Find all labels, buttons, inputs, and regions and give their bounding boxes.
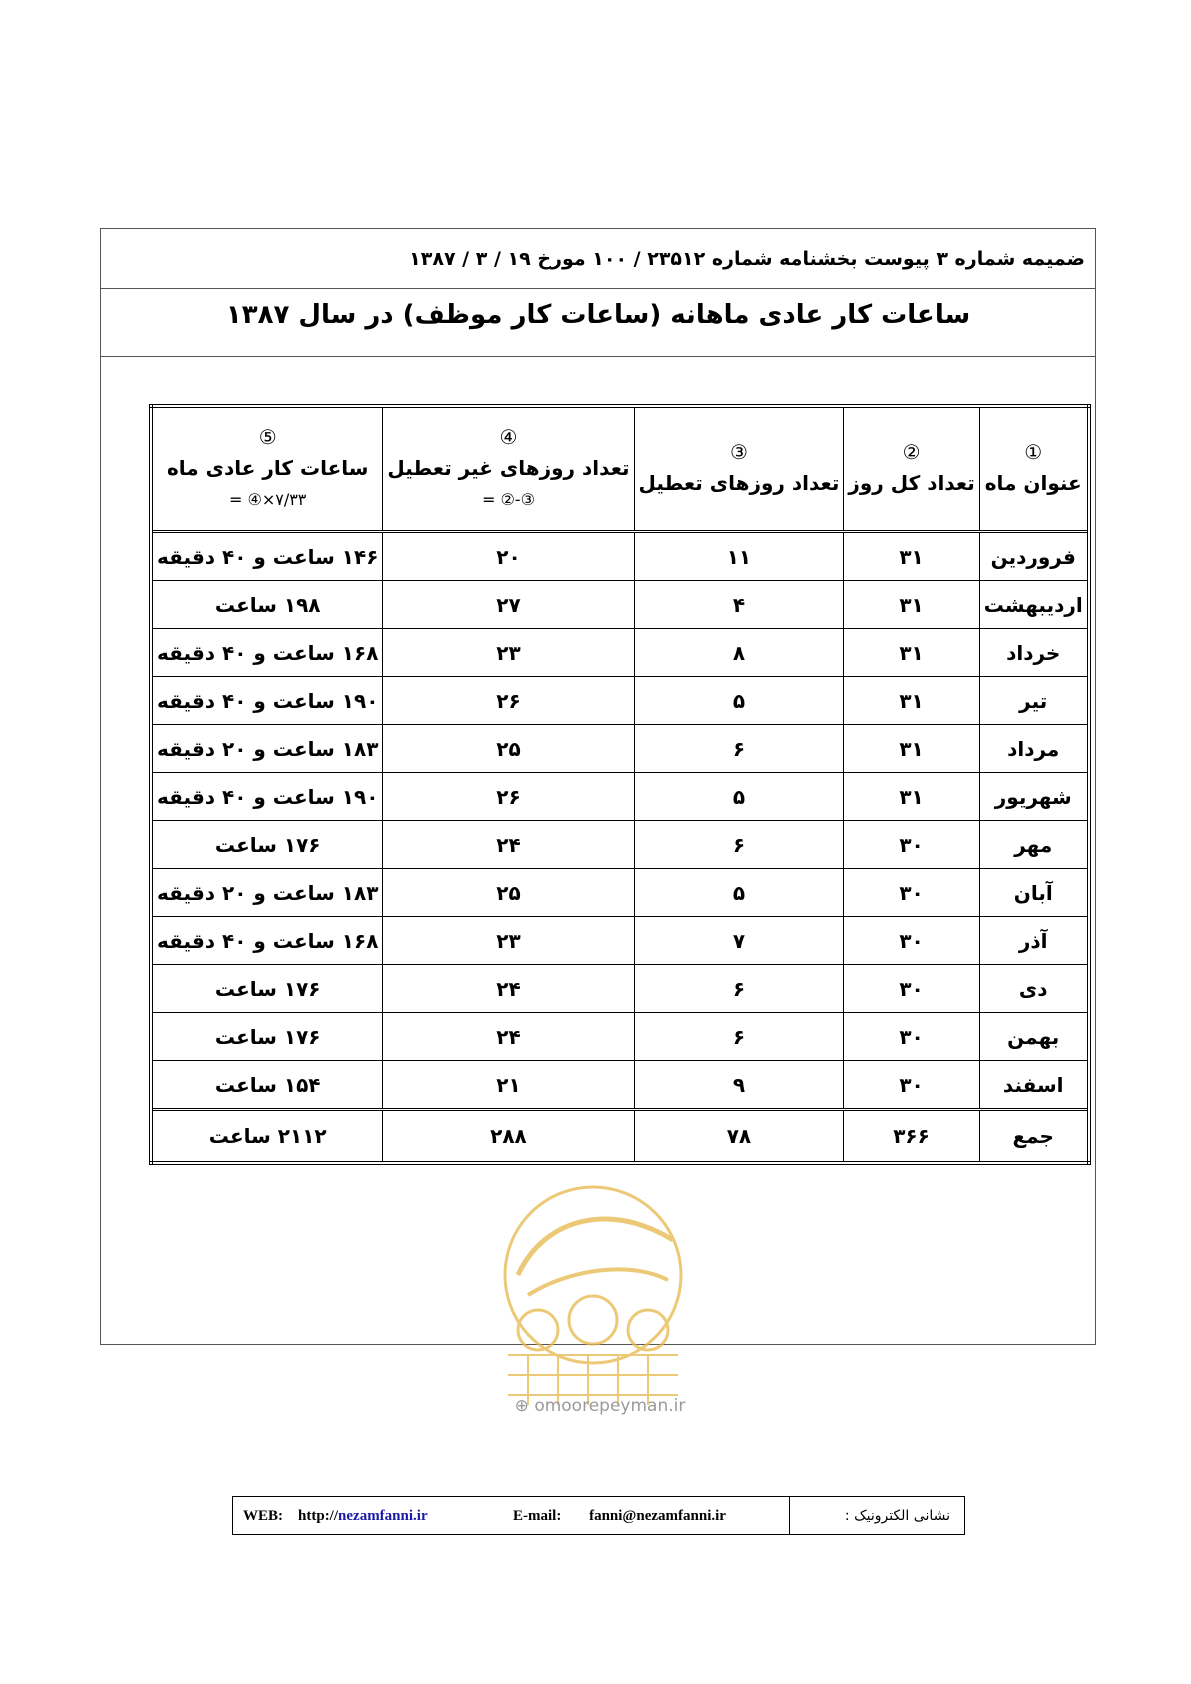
email-label: E-mail: <box>513 1508 562 1524</box>
table-row <box>151 773 1089 821</box>
workdays-cell: ۲۰ <box>383 532 634 581</box>
month-cell: فروردین <box>979 532 1089 581</box>
total-days-cell: ۳۱ <box>844 629 979 677</box>
table-row <box>151 821 1089 869</box>
header-formula: = ④×۷/۳۳ <box>228 490 307 509</box>
holidays-cell: ۹ <box>634 1061 844 1110</box>
table-row <box>151 1013 1089 1061</box>
hours-cell: ۱۶۸ ساعت و ۴۰ دقیقه <box>151 629 383 677</box>
total-days-cell: ۳۰ <box>844 1061 979 1110</box>
workdays-cell: ۲۷ <box>383 581 634 629</box>
header-month <box>979 406 1089 532</box>
web-label: WEB: <box>243 1508 284 1524</box>
web-link[interactable]: nezamfanni.ir <box>338 1508 428 1524</box>
workdays-cell: ۲۵ <box>383 869 634 917</box>
header-holidays <box>634 406 844 532</box>
table-row <box>151 629 1089 677</box>
holidays-cell: ۵ <box>634 677 844 725</box>
seal-calligraphy <box>518 1219 673 1275</box>
globe-icon: ⊕ <box>514 1396 529 1416</box>
hours-cell: ۱۹۰ ساعت و ۴۰ دقیقه <box>151 773 383 821</box>
total-days-cell: ۳۰ <box>844 869 979 917</box>
table-row <box>151 581 1089 629</box>
hours-cell: ۱۵۴ ساعت <box>151 1061 383 1110</box>
total-days-cell: ۳۱ <box>844 725 979 773</box>
holidays-sum-cell: ۷۸ <box>634 1110 844 1164</box>
table-header-row <box>151 406 1089 532</box>
footer-email <box>513 1497 726 1535</box>
table-row <box>151 869 1089 917</box>
hours-cell: ۱۹۰ ساعت و ۴۰ دقیقه <box>151 677 383 725</box>
header-label: تعداد کل روز <box>848 471 975 495</box>
header-label: ساعات کار عادی ماه <box>166 456 369 480</box>
footer-address-label: نشانی الکترونیک : <box>844 1508 950 1524</box>
hours-cell: ۱۸۳ ساعت و ۲۰ دقیقه <box>151 869 383 917</box>
workdays-cell: ۲۶ <box>383 773 634 821</box>
header-label: تعداد روزهای تعطیل <box>638 471 840 495</box>
total-days-cell: ۳۱ <box>844 773 979 821</box>
header-label: تعداد روزهای غیر تعطیل <box>387 456 630 480</box>
header-number: ⑤ <box>258 425 277 449</box>
total-days-cell: ۳۱ <box>844 677 979 725</box>
document-frame <box>100 228 1096 1345</box>
header-formula: = ②-③ <box>481 490 535 509</box>
table-row <box>151 677 1089 725</box>
total-days-cell: ۳۱ <box>844 581 979 629</box>
workdays-sum-cell: ۲۸۸ <box>383 1110 634 1164</box>
seal-watermark <box>488 1180 698 1410</box>
holidays-cell: ۷ <box>634 917 844 965</box>
holidays-cell: ۸ <box>634 629 844 677</box>
table-row <box>151 532 1089 581</box>
month-cell: تیر <box>979 677 1089 725</box>
month-cell: اردیبهشت <box>979 581 1089 629</box>
header-label: عنوان ماه <box>984 471 1082 495</box>
hours-cell: ۱۷۶ ساعت <box>151 1013 383 1061</box>
holidays-cell: ۱۱ <box>634 532 844 581</box>
workdays-cell: ۲۴ <box>383 821 634 869</box>
header-number: ④ <box>499 425 518 449</box>
month-cell: مرداد <box>979 725 1089 773</box>
total-row <box>151 1110 1089 1164</box>
workdays-cell: ۲۴ <box>383 965 634 1013</box>
header-workdays <box>383 406 634 532</box>
monthly-hours-table <box>149 404 1091 1165</box>
total-label-cell: جمع <box>979 1110 1089 1164</box>
table-row <box>151 725 1089 773</box>
hours-cell: ۱۹۸ ساعت <box>151 581 383 629</box>
hours-cell: ۱۷۶ ساعت <box>151 965 383 1013</box>
table-row <box>151 917 1089 965</box>
workdays-cell: ۲۱ <box>383 1061 634 1110</box>
month-cell: دی <box>979 965 1089 1013</box>
month-cell: مهر <box>979 821 1089 869</box>
holidays-cell: ۶ <box>634 1013 844 1061</box>
seal-calligraphy <box>528 1269 668 1295</box>
hours-cell: ۱۷۶ ساعت <box>151 821 383 869</box>
table-row <box>151 965 1089 1013</box>
hours-cell: ۱۶۸ ساعت و ۴۰ دقیقه <box>151 917 383 965</box>
email-link[interactable]: fanni@nezamfanni.ir <box>589 1508 726 1524</box>
holidays-cell: ۶ <box>634 725 844 773</box>
header-total-days <box>844 406 979 532</box>
month-cell: شهریور <box>979 773 1089 821</box>
holidays-cell: ۶ <box>634 965 844 1013</box>
watermark-site <box>500 1396 700 1416</box>
workdays-cell: ۲۵ <box>383 725 634 773</box>
total-days-cell: ۳۱ <box>844 532 979 581</box>
holidays-cell: ۵ <box>634 773 844 821</box>
holidays-cell: ۵ <box>634 869 844 917</box>
footer-web <box>243 1497 428 1535</box>
hours-cell: ۱۴۶ ساعت و ۴۰ دقیقه <box>151 532 383 581</box>
table-row <box>151 1061 1089 1110</box>
holidays-cell: ۴ <box>634 581 844 629</box>
total-days-cell: ۳۰ <box>844 917 979 965</box>
header-number: ② <box>902 440 921 464</box>
month-cell: خرداد <box>979 629 1089 677</box>
total-days-cell: ۳۰ <box>844 1013 979 1061</box>
month-cell: اسفند <box>979 1061 1089 1110</box>
workdays-cell: ۲۶ <box>383 677 634 725</box>
annex-reference-line: ضمیمه شماره ۳ پیوست بخشنامه شماره ۲۳۵۱۲ / ۱۰۰ مورخ ۱۹ / ۳ / ۱۳۸۷ <box>101 229 1095 289</box>
total-days-sum-cell: ۳۶۶ <box>844 1110 979 1164</box>
header-hours <box>151 406 383 532</box>
month-cell: آبان <box>979 869 1089 917</box>
web-prefix: http:// <box>298 1508 339 1524</box>
watermark-site-text: omoorepeyman.ir <box>534 1396 686 1416</box>
gear-icon <box>569 1296 617 1344</box>
page-title: ساعات کار عادی ماهانه (ساعات کار موظف) در سال ۱۳۸۷ <box>101 289 1095 357</box>
workdays-cell: ۲۴ <box>383 1013 634 1061</box>
total-days-cell: ۳۰ <box>844 821 979 869</box>
header-number: ③ <box>729 440 748 464</box>
footer-divider <box>789 1497 790 1534</box>
holidays-cell: ۶ <box>634 821 844 869</box>
footer-contact-box <box>232 1496 965 1535</box>
month-cell: آذر <box>979 917 1089 965</box>
workdays-cell: ۲۳ <box>383 917 634 965</box>
workdays-cell: ۲۳ <box>383 629 634 677</box>
hours-cell: ۱۸۳ ساعت و ۲۰ دقیقه <box>151 725 383 773</box>
month-cell: بهمن <box>979 1013 1089 1061</box>
hours-sum-cell: ۲۱۱۲ ساعت <box>151 1110 383 1164</box>
header-number: ① <box>1024 440 1043 464</box>
total-days-cell: ۳۰ <box>844 965 979 1013</box>
